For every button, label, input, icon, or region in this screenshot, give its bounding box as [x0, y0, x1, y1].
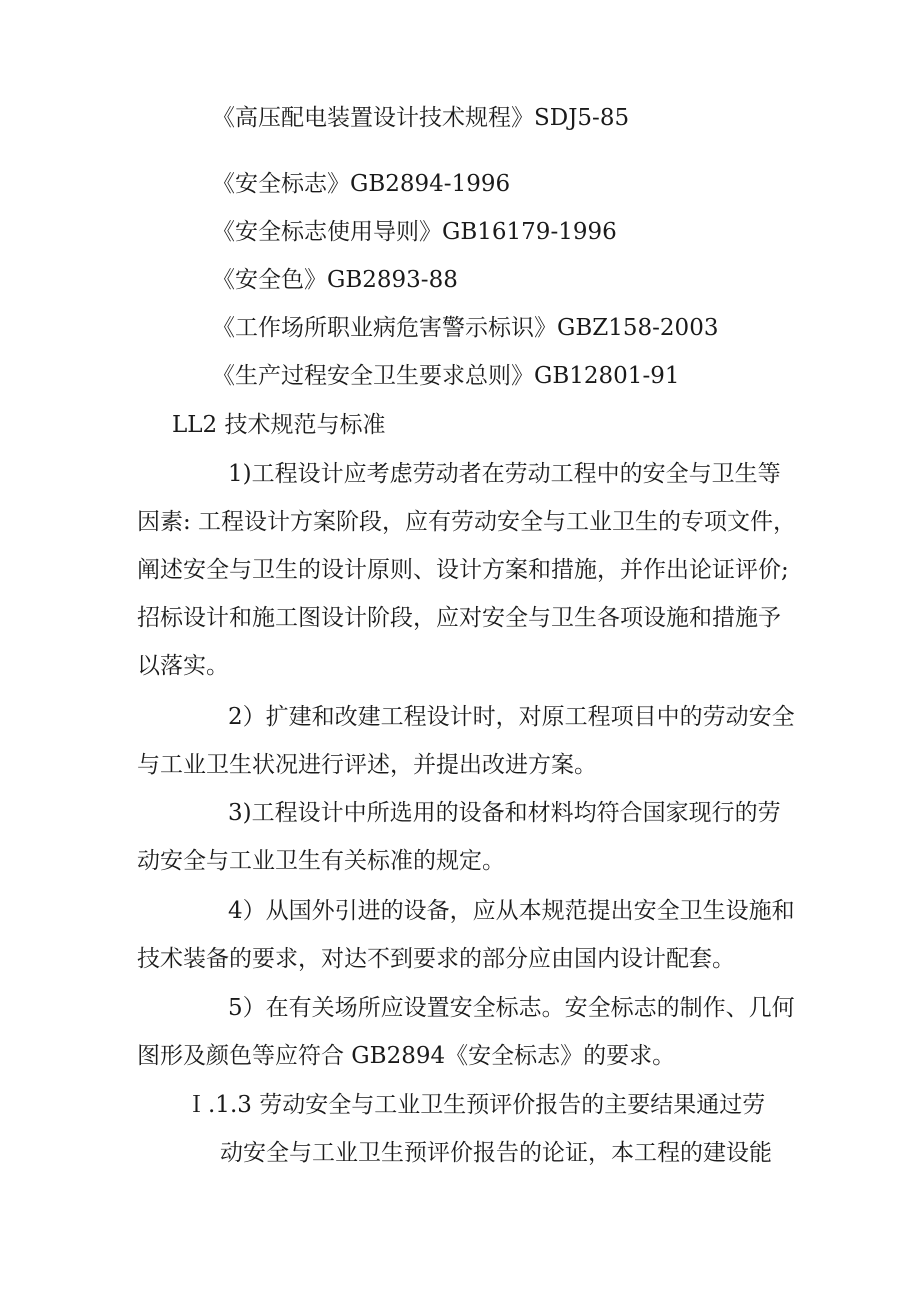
paragraph-line: 动安全与工业卫生预评价报告的论证，本工程的建设能	[220, 1140, 772, 1166]
paragraph-line: 图形及颜色等应符合 GB2894《安全标志》的要求。	[137, 1043, 676, 1069]
paragraph-line: 技术装备的要求，对达不到要求的部分应由国内设计配套。	[137, 946, 735, 972]
reference-item: 《安全标志使用导则》GB16179-1996	[212, 219, 617, 245]
reference-item: 《安全标志》GB2894-1996	[212, 171, 511, 197]
section-heading: Ｉ.1.3 劳动安全与工业卫生预评价报告的主要结果通过劳	[185, 1092, 766, 1118]
section-heading: LL2 技术规范与标准	[172, 412, 386, 438]
paragraph-line: 3)工程设计中所选用的设备和材料均符合国家现行的劳	[228, 800, 781, 826]
paragraph-line: 阐述安全与卫生的设计原则、设计方案和措施，并作出论证评价;	[137, 557, 789, 583]
reference-item: 《安全色》GB2893-88	[212, 267, 458, 293]
reference-item: 《高压配电装置设计技术规程》SDJ5-85	[212, 105, 630, 131]
reference-item: 《工作场所职业病危害警示标识》GBZ158-2003	[212, 315, 719, 341]
paragraph-line: 招标设计和施工图设计阶段，应对安全与卫生各项设施和措施予	[137, 605, 781, 631]
paragraph-line: 因素: 工程设计方案阶段，应有劳动安全与工业卫生的专项文件，	[137, 509, 797, 535]
paragraph-line: 1)工程设计应考虑劳动者在劳动工程中的安全与卫生等	[228, 461, 781, 487]
paragraph-line: 5）在有关场所应设置安全标志。安全标志的制作、几何	[228, 995, 795, 1021]
reference-item: 《生产过程安全卫生要求总则》GB12801-91	[212, 363, 680, 389]
paragraph-line: 以落实。	[137, 653, 229, 679]
paragraph-line: 动安全与工业卫生有关标准的规定。	[137, 848, 505, 874]
paragraph-line: 2）扩建和改建工程设计时，对原工程项目中的劳动安全	[228, 704, 795, 730]
paragraph-line: 与工业卫生状况进行评述，并提出改进方案。	[137, 752, 597, 778]
paragraph-line: 4）从国外引进的设备，应从本规范提出安全卫生设施和	[228, 898, 795, 924]
